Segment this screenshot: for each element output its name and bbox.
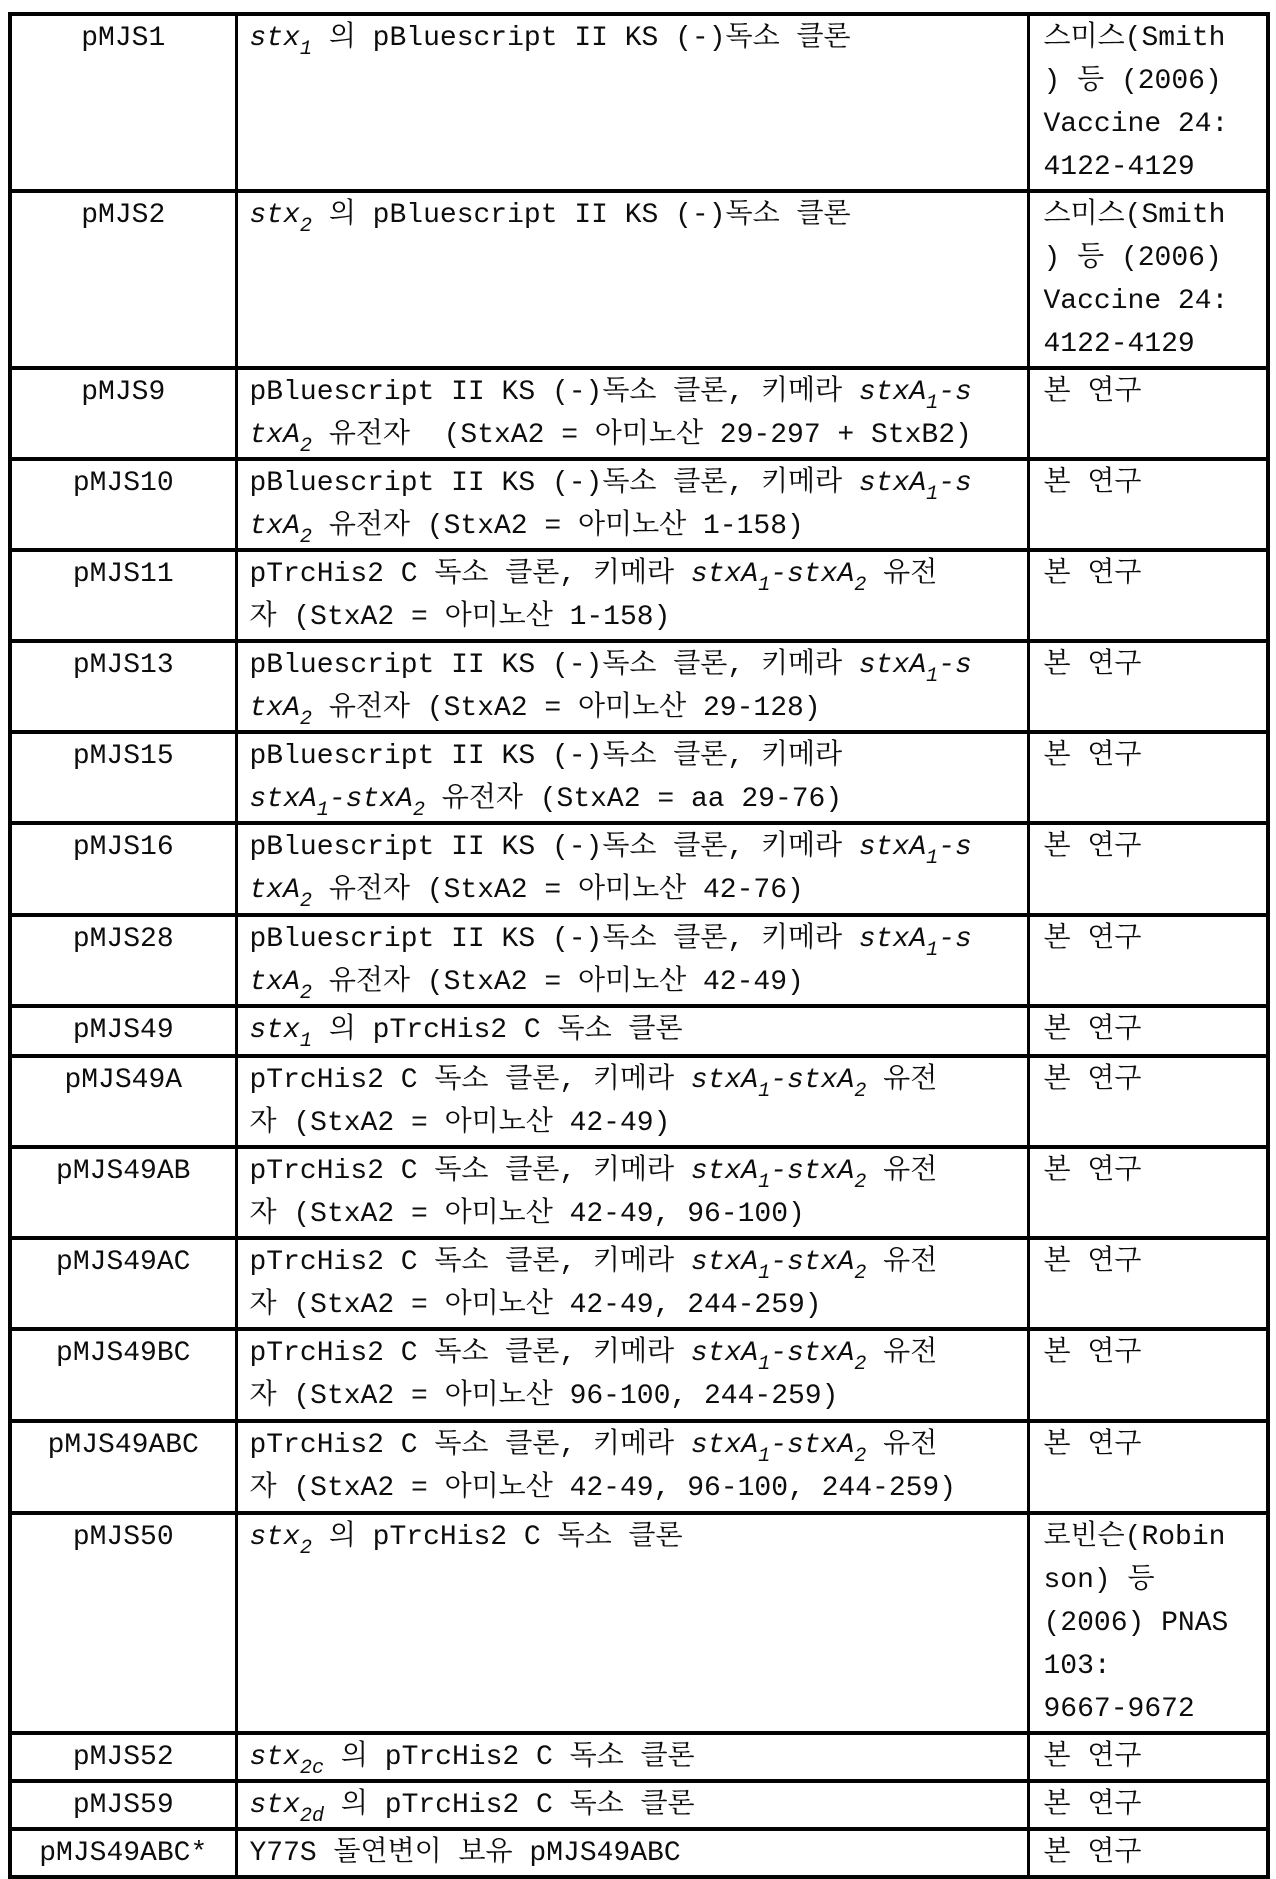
text-segment: stx (249, 1522, 300, 1553)
plasmid-name-cell (10, 823, 236, 915)
text-segment: - (770, 559, 788, 590)
description-line (250, 1059, 1021, 1102)
table-row (10, 1781, 1268, 1829)
plasmid-name-cell (10, 1829, 236, 1877)
plasmid-name: pMJS13 (72, 650, 174, 681)
text-segment: pTrcHis2 C 독소 클론, 키메라 (249, 1338, 691, 1369)
text-segment: stxA (690, 1247, 759, 1278)
reference-line: 본 연구 (1043, 1430, 1142, 1461)
plasmid-description-cell (236, 1147, 1028, 1238)
text-segment: 유전자 (StxA2 = 아미노산 29-297 + StxB2) (312, 420, 972, 451)
description-line (250, 826, 1021, 869)
text-segment: 2 (854, 1079, 867, 1103)
plasmid-reference-cell (1028, 641, 1268, 732)
reference-line: 스미스(Smith (1043, 23, 1226, 54)
plasmid-reference-cell (1028, 1513, 1268, 1733)
plasmid-description-cell (236, 191, 1028, 368)
description-line (250, 1193, 1021, 1236)
description-line (250, 1150, 1021, 1193)
text-segment: -s (938, 924, 972, 955)
plasmid-description-cell (236, 1056, 1028, 1147)
plasmid-name-cell (10, 1238, 236, 1329)
table-row (10, 368, 1268, 459)
table-row (10, 732, 1268, 823)
text-segment: stxA (345, 784, 413, 815)
text-segment: 1 (926, 846, 939, 870)
reference-line: 본 연구 (1043, 741, 1142, 772)
description-line (250, 918, 1021, 961)
text-segment: 2c (299, 1756, 325, 1780)
plasmid-name-cell (10, 915, 236, 1006)
text-segment: stxA (787, 1338, 855, 1369)
text-segment: stx (249, 1015, 300, 1046)
text-segment: 1 (758, 1444, 771, 1468)
description-line (250, 1009, 1021, 1052)
reference-line: 본 연구 (1043, 924, 1142, 955)
reference-line: Vaccine 24: (1043, 109, 1229, 140)
text-segment: 2 (854, 1170, 867, 1194)
text-segment: 자 (StxA2 = 아미노산 42-49, 96-100, 244-259) (249, 1473, 957, 1504)
description-line (250, 1516, 1021, 1559)
plasmid-name: pMJS15 (72, 741, 174, 772)
plasmid-name: pMJS49ABC* (39, 1838, 208, 1869)
plasmid-name-cell (10, 1733, 236, 1781)
plasmid-name-cell (10, 1513, 236, 1733)
reference-line: 본 연구 (1043, 559, 1142, 590)
text-segment: stxA (787, 1247, 855, 1278)
plasmid-reference-cell (1028, 732, 1268, 823)
text-segment: 자 (StxA2 = 아미노산 42-49) (249, 1108, 671, 1139)
reference-line: 본 연구 (1043, 1742, 1142, 1773)
plasmid-reference-cell (1028, 459, 1268, 550)
text-segment: 유전 (866, 1430, 938, 1461)
text-segment: stxA (858, 650, 927, 681)
plasmid-reference-cell (1028, 1781, 1268, 1829)
description-line (250, 687, 1021, 730)
reference-line: 본 연구 (1043, 1247, 1142, 1278)
text-segment: 1 (758, 1261, 771, 1285)
text-segment: stxA (787, 1430, 855, 1461)
table-row (10, 1329, 1268, 1421)
table-row (10, 1056, 1268, 1147)
text-segment: stxA (690, 1065, 759, 1096)
plasmid-reference-cell (1028, 1056, 1268, 1147)
text-segment: -s (938, 377, 972, 408)
text-segment: 1 (758, 1170, 771, 1194)
plasmid-name: pMJS1 (81, 23, 166, 54)
plasmid-description-cell (236, 1733, 1028, 1781)
description-line (250, 1102, 1021, 1145)
table-row (10, 1733, 1268, 1781)
description-line (250, 17, 1021, 60)
plasmid-reference-cell (1028, 823, 1268, 915)
text-segment: stxA (858, 832, 927, 863)
table-row (10, 1421, 1268, 1513)
reference-line: 본 연구 (1043, 832, 1142, 863)
table-row (10, 550, 1268, 641)
text-segment: txA (249, 875, 300, 906)
text-segment: 1 (926, 482, 939, 506)
text-segment: Y77S 돌연변이 보유 pMJS49ABC (249, 1838, 681, 1869)
reference-line: (2006) PNAS (1043, 1608, 1229, 1639)
text-segment: 자 (StxA2 = 아미노산 42-49, 244-259) (249, 1290, 822, 1321)
text-segment: 2 (854, 1352, 867, 1376)
text-segment: 2 (412, 798, 425, 822)
plasmid-reference-cell (1028, 368, 1268, 459)
text-segment: -s (938, 468, 972, 499)
plasmid-name-cell (10, 732, 236, 823)
plasmid-description-cell (236, 641, 1028, 732)
plasmid-description-cell (236, 1421, 1028, 1513)
reference-line: 9667-9672 (1043, 1694, 1195, 1725)
text-segment: 자 (StxA2 = 아미노산 1-158) (249, 602, 671, 633)
text-segment: -s (938, 832, 972, 863)
reference-line: 본 연구 (1043, 1015, 1142, 1046)
text-segment: - (770, 1430, 788, 1461)
plasmid-description-cell (236, 1829, 1028, 1877)
table-row (10, 1513, 1268, 1733)
text-segment: 2 (299, 434, 313, 458)
plasmid-name-cell (10, 1781, 236, 1829)
text-segment: 1 (926, 391, 939, 415)
plasmid-name: pMJS49A (64, 1065, 183, 1096)
plasmid-description-cell (236, 1006, 1028, 1056)
reference-line: 4122-4129 (1043, 329, 1195, 360)
text-segment: 자 (StxA2 = 아미노산 42-49, 96-100) (249, 1199, 805, 1230)
plasmid-reference-cell (1028, 14, 1268, 191)
reference-line: 로빈슨(Robin (1043, 1522, 1226, 1553)
text-segment: stxA (787, 559, 855, 590)
plasmid-name: pMJS49BC (56, 1338, 191, 1369)
text-segment: 유전 (866, 1156, 938, 1187)
text-segment: stx (249, 23, 300, 54)
plasmid-name-cell (10, 1056, 236, 1147)
text-segment: stxA (690, 1156, 759, 1187)
text-segment: 2 (299, 707, 313, 731)
text-segment: -s (938, 650, 972, 681)
description-line (250, 735, 1021, 778)
reference-line: 본 연구 (1043, 650, 1142, 681)
text-segment: - (770, 1156, 788, 1187)
plasmid-table (8, 12, 1270, 1879)
text-segment: pTrcHis2 C 독소 클론, 키메라 (249, 1247, 691, 1278)
text-segment: 2 (299, 889, 313, 913)
plasmid-description-cell (236, 1238, 1028, 1329)
text-segment: 의 pBluescript II KS (-)독소 클론 (312, 200, 851, 231)
text-segment: 유전 (866, 1247, 938, 1278)
description-line (250, 414, 1021, 457)
text-segment: pTrcHis2 C 독소 클론, 키메라 (249, 1065, 691, 1096)
plasmid-reference-cell (1028, 191, 1268, 368)
reference-line: 본 연구 (1043, 1838, 1142, 1869)
text-segment: 1 (316, 798, 329, 822)
text-segment: 2 (854, 573, 867, 597)
plasmid-name: pMJS50 (72, 1522, 174, 1553)
reference-line: 본 연구 (1043, 468, 1142, 499)
plasmid-name-cell (10, 1147, 236, 1238)
plasmid-name-cell (10, 14, 236, 191)
text-segment: 의 pTrcHis2 C 독소 클론 (312, 1522, 683, 1553)
plasmid-name-cell (10, 550, 236, 641)
text-segment: pBluescript II KS (-)독소 클론, 키메라 (249, 741, 843, 772)
text-segment: 2 (854, 1444, 867, 1468)
description-line (250, 1736, 1021, 1779)
text-segment: 1 (758, 573, 771, 597)
text-segment: 유전 (866, 1065, 938, 1096)
description-line (250, 553, 1021, 596)
text-segment: 1 (926, 664, 939, 688)
text-segment: stxA (858, 924, 927, 955)
text-segment: txA (249, 693, 300, 724)
plasmid-description-cell (236, 732, 1028, 823)
plasmid-name-cell (10, 1421, 236, 1513)
plasmid-name-cell (10, 191, 236, 368)
reference-line: 스미스(Smith (1043, 200, 1226, 231)
reference-line: Vaccine 24: (1043, 286, 1229, 317)
plasmid-description-cell (236, 550, 1028, 641)
text-segment: pTrcHis2 C 독소 클론, 키메라 (249, 1156, 691, 1187)
text-segment: 유전 (866, 1338, 938, 1369)
description-line (250, 644, 1021, 687)
text-segment: txA (249, 967, 300, 998)
text-segment: 유전자 (StxA2 = 아미노산 1-158) (312, 511, 804, 542)
plasmid-name-cell (10, 1329, 236, 1421)
text-segment: 유전자 (StxA2 = aa 29-76) (424, 784, 843, 815)
plasmid-name: pMJS9 (81, 377, 166, 408)
text-segment: 의 pTrcHis2 C 독소 클론 (312, 1015, 683, 1046)
description-line (250, 194, 1021, 237)
text-segment: stx (249, 200, 300, 231)
plasmid-description-cell (236, 1781, 1028, 1829)
table-row (10, 823, 1268, 915)
description-line (250, 1424, 1021, 1467)
text-segment: 유전 (866, 559, 938, 590)
text-segment: stxA (787, 1065, 855, 1096)
text-segment: pBluescript II KS (-)독소 클론, 키메라 (249, 650, 859, 681)
plasmid-name: pMJS49AC (56, 1247, 191, 1278)
text-segment: 1 (299, 37, 313, 61)
text-segment: stxA (787, 1156, 855, 1187)
plasmid-reference-cell (1028, 1733, 1268, 1781)
plasmid-name: pMJS49 (72, 1015, 174, 1046)
text-segment: 유전자 (StxA2 = 아미노산 42-76) (312, 875, 804, 906)
text-segment: 의 pTrcHis2 C 독소 클론 (324, 1790, 695, 1821)
plasmid-reference-cell (1028, 1238, 1268, 1329)
plasmid-reference-cell (1028, 1147, 1268, 1238)
description-line (250, 961, 1021, 1004)
plasmid-name: pMJS49ABC (47, 1430, 199, 1461)
description-line (250, 1284, 1021, 1327)
plasmid-reference-cell (1028, 1421, 1268, 1513)
text-segment: stx (249, 1742, 300, 1773)
reference-line: 본 연구 (1043, 1790, 1142, 1821)
reference-line: ) 등 (2006) (1043, 243, 1222, 274)
text-segment: 2 (299, 214, 313, 238)
plasmid-name: pMJS52 (72, 1742, 174, 1773)
plasmid-name-cell (10, 641, 236, 732)
reference-line: 본 연구 (1043, 377, 1142, 408)
text-segment: 1 (758, 1352, 771, 1376)
plasmid-name: pMJS49AB (56, 1156, 191, 1187)
description-line (250, 1832, 1021, 1875)
table-row (10, 641, 1268, 732)
text-segment: stx (249, 1790, 300, 1821)
table-row (10, 14, 1268, 191)
text-segment: 1 (299, 1029, 313, 1053)
plasmid-name: pMJS2 (81, 200, 166, 231)
plasmid-name-cell (10, 368, 236, 459)
description-line (250, 1467, 1021, 1510)
text-segment: 2 (299, 1536, 313, 1560)
description-line (250, 1784, 1021, 1827)
text-segment: 2d (299, 1804, 325, 1828)
text-segment: 유전자 (StxA2 = 아미노산 29-128) (312, 693, 821, 724)
text-segment: pBluescript II KS (-)독소 클론, 키메라 (249, 377, 859, 408)
text-segment: 의 pBluescript II KS (-)독소 클론 (312, 23, 851, 54)
plasmid-description-cell (236, 459, 1028, 550)
table-row (10, 1147, 1268, 1238)
text-segment: 1 (926, 938, 939, 962)
description-line (250, 778, 1021, 821)
text-segment: 2 (299, 981, 313, 1005)
description-line (250, 462, 1021, 505)
table-row (10, 191, 1268, 368)
description-line (250, 505, 1021, 548)
plasmid-description-cell (236, 368, 1028, 459)
table-row (10, 1829, 1268, 1877)
reference-line: 103: (1043, 1651, 1111, 1682)
reference-line: 4122-4129 (1043, 152, 1195, 183)
text-segment: - (328, 784, 346, 815)
plasmid-description-cell (236, 823, 1028, 915)
reference-line: ) 등 (2006) (1043, 66, 1222, 97)
description-line (250, 869, 1021, 912)
plasmid-name: pMJS59 (72, 1790, 174, 1821)
plasmid-name-cell (10, 1006, 236, 1056)
text-segment: 1 (758, 1079, 771, 1103)
plasmid-reference-cell (1028, 1006, 1268, 1056)
text-segment: - (770, 1247, 788, 1278)
plasmid-name: pMJS28 (72, 924, 174, 955)
plasmid-description-cell (236, 915, 1028, 1006)
text-segment: 자 (StxA2 = 아미노산 96-100, 244-259) (249, 1381, 839, 1412)
description-line (250, 1241, 1021, 1284)
text-segment: - (770, 1065, 788, 1096)
text-segment: stxA (690, 559, 759, 590)
text-segment: 의 pTrcHis2 C 독소 클론 (324, 1742, 695, 1773)
plasmid-reference-cell (1028, 1329, 1268, 1421)
text-segment: stxA (690, 1430, 759, 1461)
reference-line: son) 등 (1043, 1565, 1155, 1596)
text-segment: - (770, 1338, 788, 1369)
plasmid-table-body (10, 14, 1268, 1877)
text-segment: pBluescript II KS (-)독소 클론, 키메라 (249, 832, 859, 863)
plasmid-description-cell (236, 1329, 1028, 1421)
plasmid-reference-cell (1028, 915, 1268, 1006)
table-row (10, 915, 1268, 1006)
reference-line: 본 연구 (1043, 1156, 1142, 1187)
text-segment: pTrcHis2 C 독소 클론, 키메라 (249, 1430, 691, 1461)
plasmid-name: pMJS10 (72, 468, 174, 499)
table-row (10, 1006, 1268, 1056)
plasmid-description-cell (236, 1513, 1028, 1733)
text-segment: 2 (299, 525, 313, 549)
plasmid-reference-cell (1028, 550, 1268, 641)
text-segment: txA (249, 511, 300, 542)
description-line (250, 371, 1021, 414)
text-segment: stxA (249, 784, 317, 815)
text-segment: stxA (690, 1338, 759, 1369)
plasmid-name: pMJS16 (72, 832, 174, 863)
reference-line: 본 연구 (1043, 1338, 1142, 1369)
text-segment: 유전자 (StxA2 = 아미노산 42-49) (312, 967, 804, 998)
plasmid-reference-cell (1028, 1829, 1268, 1877)
plasmid-name: pMJS11 (72, 559, 174, 590)
reference-line: 본 연구 (1043, 1065, 1142, 1096)
text-segment: txA (249, 420, 300, 451)
table-row (10, 459, 1268, 550)
text-segment: pBluescript II KS (-)독소 클론, 키메라 (249, 468, 859, 499)
description-line (250, 1332, 1021, 1375)
text-segment: stxA (858, 468, 927, 499)
text-segment: pBluescript II KS (-)독소 클론, 키메라 (249, 924, 859, 955)
text-segment: 2 (854, 1261, 867, 1285)
description-line (250, 1375, 1021, 1418)
plasmid-name-cell (10, 459, 236, 550)
text-segment: stxA (858, 377, 927, 408)
plasmid-description-cell (236, 14, 1028, 191)
table-row (10, 1238, 1268, 1329)
text-segment: pTrcHis2 C 독소 클론, 키메라 (249, 559, 691, 590)
description-line (250, 596, 1021, 639)
